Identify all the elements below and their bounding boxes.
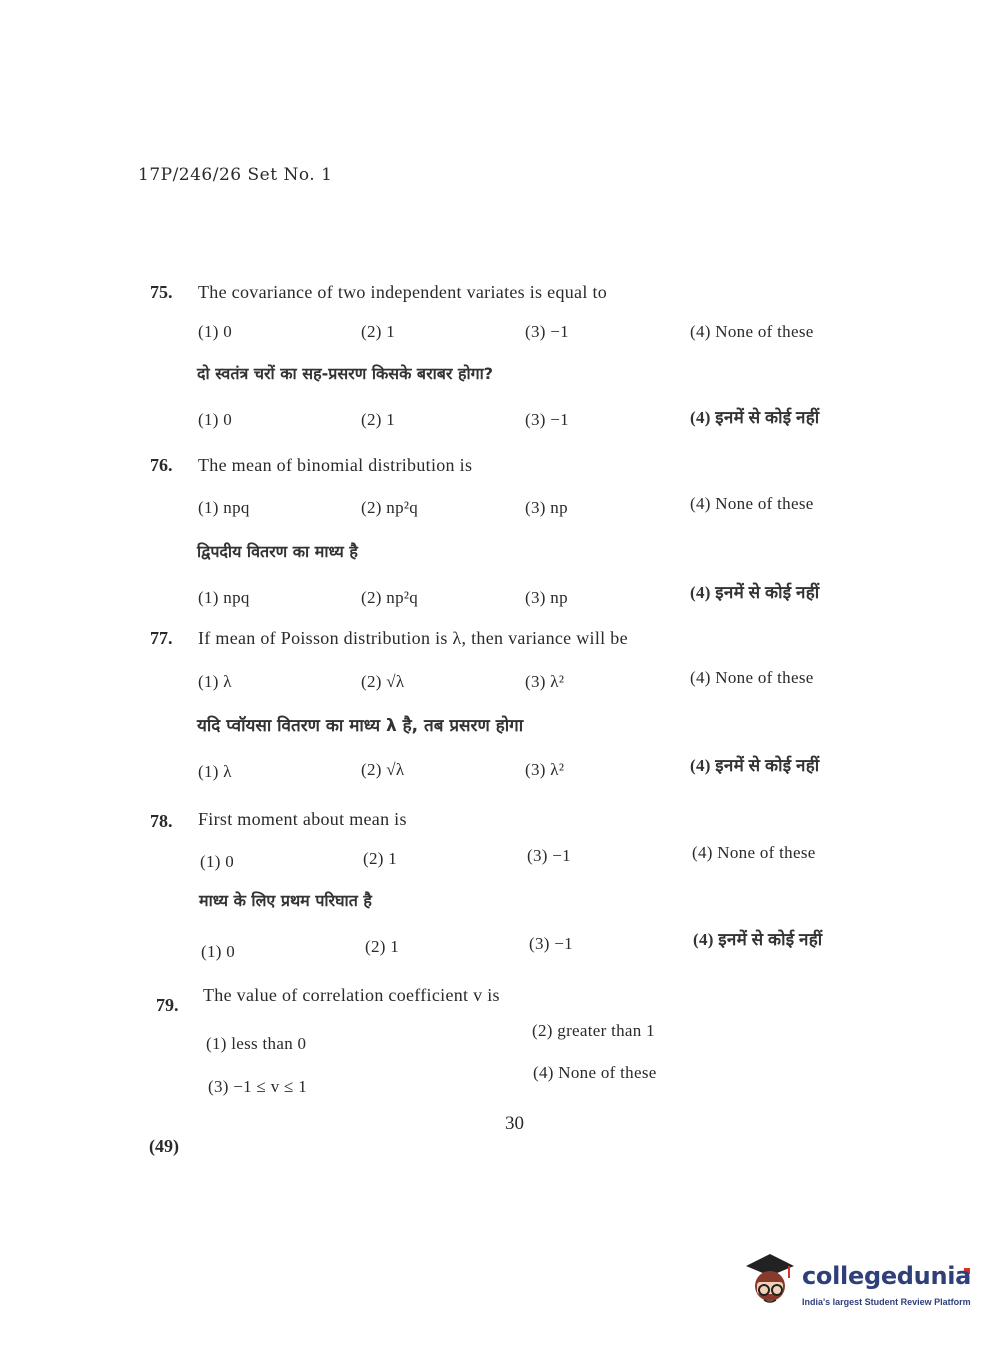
brand-name: collegedunia [802, 1262, 972, 1290]
option: (2) 1 [363, 849, 398, 868]
question-text-hi: दो स्वतंत्र चरों का सह-प्रसरण किसके बराबर होगा? [197, 364, 494, 383]
page-number: 30 [505, 1113, 524, 1134]
option: (2) 1 [361, 410, 396, 429]
question-number: 77. [150, 628, 173, 648]
question-text-en: First moment about mean is [198, 809, 407, 829]
option: (4) None of these [533, 1063, 657, 1082]
option: (3) −1 [525, 410, 569, 429]
option: (3) −1 [525, 322, 569, 341]
option: (1) λ [198, 672, 232, 691]
question-text-en: The value of correlation coefficient v is [203, 985, 500, 1005]
question-text-hi: माध्य के लिए प्रथम परिघात है [199, 891, 372, 910]
question-number: 75. [150, 282, 173, 302]
question-text-hi: यदि प्वॉयसा वितरण का माध्य λ है, तब प्रसरण होगा [197, 716, 524, 736]
option: (3) −1 [529, 934, 573, 953]
option: (4) इनमें से कोई नहीं [690, 408, 820, 427]
question-text-hi: द्विपदीय वितरण का माध्य है [197, 542, 358, 561]
option: (1) less than 0 [206, 1034, 307, 1053]
option: (1) 0 [200, 852, 235, 871]
option: (2) 1 [365, 937, 400, 956]
paper-code-header: 17P/246/26 Set No. 1 [138, 165, 333, 185]
option: (4) None of these [690, 322, 814, 341]
question-text-en: The mean of binomial distribution is [198, 455, 473, 475]
option: (2) np²q [361, 498, 419, 517]
option: (4) इनमें से कोई नहीं [690, 583, 820, 602]
question-text-en: If mean of Poisson distribution is λ, then variance will be [198, 628, 628, 648]
option: (1) npq [198, 498, 250, 517]
option: (1) 0 [198, 410, 233, 429]
option: (3) −1 ≤ v ≤ 1 [208, 1077, 308, 1096]
question-text-en: The covariance of two independent variates is equal to [198, 282, 608, 302]
option: (3) −1 [527, 846, 571, 865]
option: (2) greater than 1 [532, 1021, 655, 1040]
option: (2) 1 [361, 322, 396, 341]
question-number: 79. [156, 995, 179, 1015]
option: (1) 0 [201, 942, 236, 961]
option: (1) npq [198, 588, 250, 607]
option: (2) √λ [361, 760, 405, 779]
brand-tagline: India's largest Student Review Platform [802, 1297, 971, 1307]
option: (4) इनमें से कोई नहीं [690, 756, 820, 775]
page-code: (49) [149, 1136, 179, 1156]
option: (2) np²q [361, 588, 419, 607]
option: (4) None of these [690, 668, 814, 687]
question-number: 78. [150, 811, 173, 831]
option: (4) इनमें से कोई नहीं [693, 930, 823, 949]
option: (4) None of these [690, 494, 814, 513]
option: (3) λ² [525, 760, 565, 779]
option: (4) None of these [692, 843, 816, 862]
question-number: 76. [150, 455, 173, 475]
option: (1) 0 [198, 322, 233, 341]
option: (1) λ [198, 762, 232, 781]
option: (2) √λ [361, 672, 405, 691]
option: (3) λ² [525, 672, 565, 691]
option: (3) np [525, 588, 568, 607]
option: (3) np [525, 498, 568, 517]
